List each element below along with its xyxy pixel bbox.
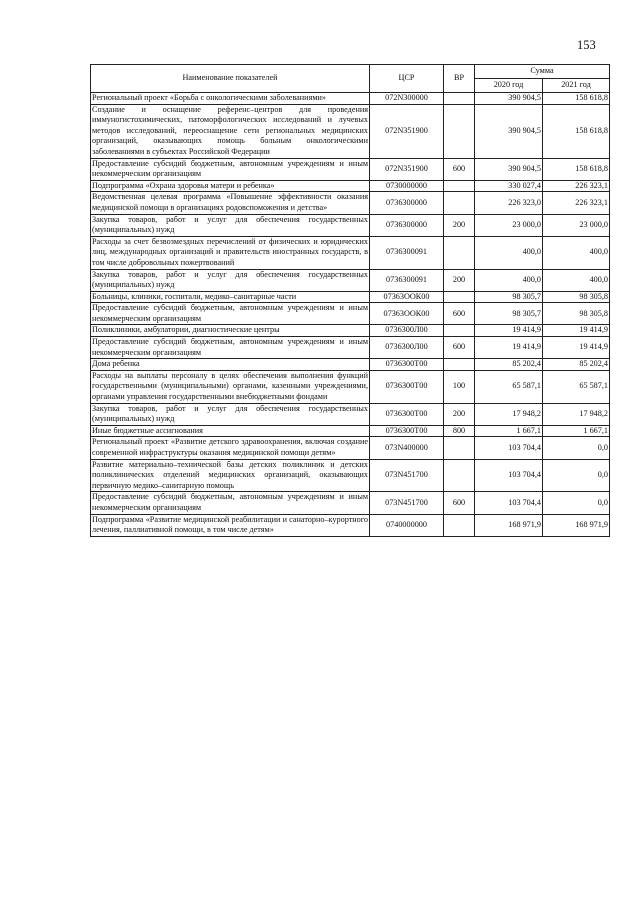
row-2020: 103 704,4 — [475, 492, 543, 514]
row-csr: 073N400000 — [370, 437, 444, 459]
row-2020: 19 414,9 — [475, 337, 543, 359]
header-year-2021: 2021 год — [543, 79, 610, 93]
row-2021: 19 414,9 — [543, 337, 610, 359]
row-vr: 200 — [444, 214, 475, 236]
row-2020: 98 305,7 — [475, 291, 543, 303]
row-vr — [444, 93, 475, 105]
table-row — [91, 359, 610, 371]
row-vr: 800 — [444, 425, 475, 437]
row-2020: 85 202,4 — [475, 359, 543, 371]
table-row — [91, 425, 610, 437]
table-row — [91, 214, 610, 236]
row-2021: 158 618,8 — [543, 158, 610, 180]
row-vr: 600 — [444, 492, 475, 514]
table-row — [91, 192, 610, 214]
row-vr — [444, 192, 475, 214]
row-csr: 0730000000 — [370, 180, 444, 192]
row-2021: 98 305,8 — [543, 291, 610, 303]
row-vr — [444, 104, 475, 158]
row-name: Ведомственная целевая программа «Повышение эффективности оказания медицинской помощи в организациях родовспоможения и детства» — [91, 192, 370, 214]
row-2020: 400,0 — [475, 236, 543, 269]
row-2020: 1 667,1 — [475, 425, 543, 437]
row-2020: 103 704,4 — [475, 437, 543, 459]
row-name: Региональный проект «Борьба с онкологическими заболеваниями» — [91, 93, 370, 105]
row-name: Закупка товаров, работ и услуг для обеспечения государственных (муниципальных) нужд — [91, 403, 370, 425]
row-csr: 072N351900 — [370, 104, 444, 158]
row-vr — [444, 236, 475, 269]
row-csr: 0740000000 — [370, 514, 444, 536]
row-2020: 23 000,0 — [475, 214, 543, 236]
row-csr: 0736300000 — [370, 214, 444, 236]
table-row — [91, 337, 610, 359]
row-vr: 600 — [444, 158, 475, 180]
row-2020: 19 414,9 — [475, 325, 543, 337]
row-name: Создание и оснащение референс–центров для проведения иммуногистохимических, патоморфологических исследований и лучевых методов исследований, переоснащение сети региональных медицинских организаций, оказывающих помощь больным онкологическими заболеваниями в субъектах Российской Федерации — [91, 104, 370, 158]
table-row — [91, 303, 610, 325]
row-2020: 390 904,5 — [475, 104, 543, 158]
table-row — [91, 236, 610, 269]
page-number: 153 — [577, 38, 596, 52]
table-row — [91, 492, 610, 514]
row-csr: 0736300000 — [370, 192, 444, 214]
row-name: Расходы за счет безвозмездных перечислений от физических и юридических лиц, международных организаций и правительств иностранных государств, в том числе добровольных пожертвований — [91, 236, 370, 269]
header-vr: ВР — [444, 65, 475, 93]
row-csr: 0736300091 — [370, 236, 444, 269]
row-2021: 85 202,4 — [543, 359, 610, 371]
header-name: Наименование показателей — [91, 65, 370, 93]
row-csr: 07363ООК00 — [370, 303, 444, 325]
row-2021: 0,0 — [543, 437, 610, 459]
row-name: Предоставление субсидий бюджетным, автономным учреждениям и иным некоммерческим организациям — [91, 303, 370, 325]
row-csr: 073N451700 — [370, 459, 444, 492]
table-row — [91, 403, 610, 425]
row-2021: 226 323,1 — [543, 192, 610, 214]
row-2021: 226 323,1 — [543, 180, 610, 192]
row-2021: 158 618,8 — [543, 93, 610, 105]
row-vr: 600 — [444, 303, 475, 325]
table-row — [91, 459, 610, 492]
row-name: Дома ребенка — [91, 359, 370, 371]
row-2021: 0,0 — [543, 459, 610, 492]
row-2021: 158 618,8 — [543, 104, 610, 158]
row-name: Региональный проект «Развитие детского здравоохранения, включая создание современной инфраструктуры оказания медицинской помощи детям» — [91, 437, 370, 459]
table-row — [91, 158, 610, 180]
row-name: Подпрограмма «Развитие медицинской реабилитации и санаторно–курортного лечения, паллиативной помощи, в том числе детям» — [91, 514, 370, 536]
row-vr: 200 — [444, 269, 475, 291]
row-2021: 400,0 — [543, 236, 610, 269]
row-vr — [444, 325, 475, 337]
row-csr: 07363ООК00 — [370, 291, 444, 303]
row-name: Закупка товаров, работ и услуг для обеспечения государственных (муниципальных) нужд — [91, 269, 370, 291]
row-csr: 0736300Т00 — [370, 403, 444, 425]
row-2021: 1 667,1 — [543, 425, 610, 437]
row-csr: 072N351900 — [370, 158, 444, 180]
row-name: Закупка товаров, работ и услуг для обеспечения государственных (муниципальных) нужд — [91, 214, 370, 236]
row-2021: 19 414,9 — [543, 325, 610, 337]
row-name: Подпрограмма «Охрана здоровья матери и ребенка» — [91, 180, 370, 192]
row-2020: 103 704,4 — [475, 459, 543, 492]
row-vr — [444, 459, 475, 492]
table-row — [91, 104, 610, 158]
row-2020: 390 904,5 — [475, 93, 543, 105]
row-vr — [444, 514, 475, 536]
row-name: Расходы на выплаты персоналу в целях обеспечения выполнения функций государственными (муниципальными) органами, казенными учреждениями, органами управления государственными внебюджетными фондами — [91, 370, 370, 403]
row-2021: 65 587,1 — [543, 370, 610, 403]
row-csr: 0736300Л00 — [370, 325, 444, 337]
table-row — [91, 325, 610, 337]
row-2021: 400,0 — [543, 269, 610, 291]
table-row — [91, 437, 610, 459]
header-year-2020: 2020 год — [475, 79, 543, 93]
row-vr — [444, 291, 475, 303]
row-2021: 23 000,0 — [543, 214, 610, 236]
table-row — [91, 180, 610, 192]
row-csr: 0736300091 — [370, 269, 444, 291]
row-2020: 400,0 — [475, 269, 543, 291]
row-csr: 073N451700 — [370, 492, 444, 514]
row-name: Предоставление субсидий бюджетным, автономным учреждениям и иным некоммерческим организациям — [91, 492, 370, 514]
row-csr: 0736300Т00 — [370, 425, 444, 437]
row-csr: 072N300000 — [370, 93, 444, 105]
row-name: Больницы, клиники, госпитали, медико–санитарные части — [91, 291, 370, 303]
row-csr: 0736300Т00 — [370, 359, 444, 371]
budget-table — [90, 64, 610, 537]
row-2020: 168 971,9 — [475, 514, 543, 536]
header-sum: Сумма — [475, 65, 610, 79]
row-2020: 17 948,2 — [475, 403, 543, 425]
row-2020: 330 027,4 — [475, 180, 543, 192]
row-name: Поликлиники, амбулатории, диагностические центры — [91, 325, 370, 337]
row-csr: 0736300Л00 — [370, 337, 444, 359]
table-row — [91, 269, 610, 291]
row-2020: 65 587,1 — [475, 370, 543, 403]
header-csr: ЦСР — [370, 65, 444, 93]
row-2021: 17 948,2 — [543, 403, 610, 425]
table-row — [91, 514, 610, 536]
row-name: Предоставление субсидий бюджетным, автономным учреждениям и иным некоммерческим организациям — [91, 158, 370, 180]
row-vr — [444, 180, 475, 192]
row-2020: 390 904,5 — [475, 158, 543, 180]
row-name: Развитие материально–технической базы детских поликлиник и детских поликлинических отделений медицинских организаций, оказывающих первичную медико–санитарную помощь — [91, 459, 370, 492]
row-vr — [444, 359, 475, 371]
table-row — [91, 93, 610, 105]
row-vr: 200 — [444, 403, 475, 425]
row-2020: 98 305,7 — [475, 303, 543, 325]
table-row — [91, 291, 610, 303]
row-name: Иные бюджетные ассигнования — [91, 425, 370, 437]
row-2021: 0,0 — [543, 492, 610, 514]
row-vr: 600 — [444, 337, 475, 359]
row-vr: 100 — [444, 370, 475, 403]
row-2021: 98 305,8 — [543, 303, 610, 325]
row-vr — [444, 437, 475, 459]
table-row — [91, 370, 610, 403]
row-2021: 168 971,9 — [543, 514, 610, 536]
row-csr: 0736300Т00 — [370, 370, 444, 403]
row-name: Предоставление субсидий бюджетным, автономным учреждениям и иным некоммерческим организациям — [91, 337, 370, 359]
row-2020: 226 323,0 — [475, 192, 543, 214]
